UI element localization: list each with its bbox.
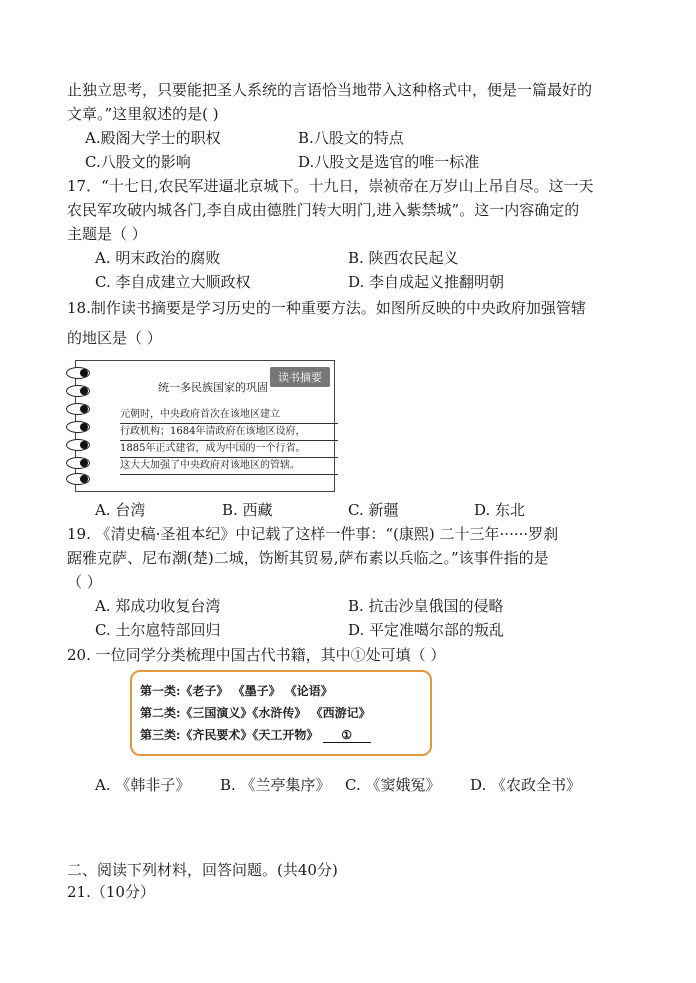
q19-option-b: B. 抗击沙皇俄国的侵略 [348,597,504,615]
q16-line-2: 文章。”这里叙述的是( ) [67,105,219,123]
q20-option-d: D. 《农政全书》 [470,776,582,794]
q20-option-a: A. 《韩非子》 [95,776,191,794]
book-category-3-text: 第三类:《齐民要术》《天工开物》 [140,728,319,742]
note-line: 行政机构；1684年清政府在该地区设府， [120,424,338,441]
notebook-ring-icon [66,421,90,433]
notebook-ring-icon [66,473,90,485]
q16-line-1: 止独立思考，只要能把圣人系统的言语恰当地带入这种格式中，便是一篇最好的 [67,81,593,99]
q19-option-a: A. 郑成功收复台湾 [95,597,221,615]
q18-option-c: C. 新疆 [348,501,399,519]
q20-option-b: B. 《兰亭集序》 [220,776,331,794]
q17-option-b: B. 陕西农民起义 [348,249,459,267]
note-line: 元朝时，中央政府首次在该地区建立 [120,407,338,424]
book-category-2: 第二类:《三国演义》《水浒传》 《西游记》 [140,706,371,720]
q20-option-c: C. 《窦娥冤》 [345,776,441,794]
q20-line-1: 20. 一位同学分类梳理中国古代书籍，其中①处可填（ ） [67,646,446,664]
notebook-ring-icon [66,367,90,379]
note-line: 1885年正式建省，成为中国的一个行省。 [120,441,338,458]
q19-line-2: 踞雅克萨、尼布潮(楚)二城，饬断其贸易,萨布素以兵临之。”该事件指的是 [67,549,549,567]
q19-line-1: 19. 《清史稿·圣祖本纪》中记载了这样一件事：“(康熙) 二十三年······罗刹 [67,525,559,543]
q17-line-3: 主题是（ ） [67,225,147,243]
section-heading: 二、阅读下列材料，回答问题。(共40分) [67,861,338,879]
q17-option-c: C. 李自成建立大顺政权 [95,273,251,291]
q16-option-c: C.八股文的影响 [85,153,191,171]
reading-notes-figure [75,360,335,492]
q17-line-2: 农民军攻破内城各门,李自成由德胜门转大明门,进入紫禁城”。这一内容确定的 [67,201,580,219]
q18-line-2: 的地区是（ ） [67,329,162,347]
book-classification-box [130,670,432,756]
q16-option-b: B.八股文的特点 [298,129,404,147]
note-title: 统一多民族国家的巩固 [158,381,268,394]
q19-option-d: D. 平定准噶尔部的叛乱 [348,621,505,639]
answer-blank: ① [323,728,371,743]
q21-heading: 21.（10分） [67,883,155,901]
q18-option-a: A. 台湾 [95,501,146,519]
book-category-3 [140,726,371,743]
q19-line-3: （ ） [67,573,102,591]
q17-option-a: A. 明末政治的腐败 [95,249,221,267]
notebook-ring-icon [66,385,90,397]
note-line: 这大大加强了中央政府对该地区的管辖。 [120,458,338,475]
note-body [120,407,338,475]
q19-option-c: C. 土尔扈特部回归 [95,621,221,639]
q18-option-d: D. 东北 [474,501,526,519]
q18-option-b: B. 西藏 [222,501,273,519]
q17-line-1: 17．“十七日,农民军进逼北京城下。十九日，崇祯帝在万岁山上吊自尽。这一天 [67,177,594,195]
notebook-ring-icon [66,403,90,415]
notebook-ring-icon [66,457,90,469]
note-tag: 读书摘要 [270,367,330,387]
q17-option-d: D. 李自成起义推翻明朝 [348,273,505,291]
q18-line-1: 18.制作读书摘要是学习历史的一种重要方法。如图所反映的中央政府加强管辖 [67,299,586,317]
notebook-ring-icon [66,439,90,451]
q16-option-a: A.殿阁大学士的职权 [85,129,221,147]
book-category-1: 第一类:《老子》 《墨子》 《论语》 [140,684,333,698]
q16-option-d: D.八股文是选官的唯一标准 [298,153,480,171]
